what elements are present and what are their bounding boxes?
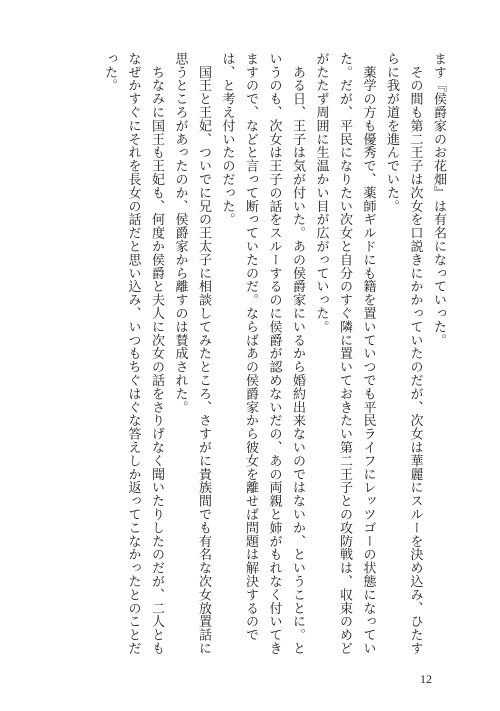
page-number: 12 xyxy=(420,672,432,686)
paragraph-3: 薬学の方も優秀で、薬師ギルドにも籍を置いていつでも平民ライフにレッツゴーの状態になっていた。だが、平民になりたい次女と自分のすぐ隣に置いておきたい第二王子との攻防戦は、収束のめどがたたず周囲に生温かい目が広がっていった。 xyxy=(313,52,376,655)
paragraph-4: ある日、王子は気が付いた。あの侯爵家にいるから婚約出来ないのではないか、ということに。というのも、次女は王子の話をスルーするのに侯爵が認めないだの、あの両親と姉がもれなく付いてきますので、などと言って断っていたのだ。ならばあの侯爵家から彼女を離せば問題は解決するのでは、と考え付いたのだった。 xyxy=(219,52,305,655)
paragraph-1: ます『侯爵家のお花畑』は有名になっていった。 xyxy=(431,52,446,347)
paragraph-2: その間も第二王子は次女を口説きにかかっていたのだが、次女は華麗にスルーを決め込み、ひたすらに我が道を進んでいた。 xyxy=(384,52,423,655)
vertical-text-body xyxy=(98,52,451,662)
paragraph-6: ちなみに国王も王妃も、何度か侯爵と夫人に次女の話をさりげなく聞いたりしたのだが、二人ともなぜかすぐにそれを長女の話だと思い込み、いつもちぐはぐな答えしか返ってこなかったとのことだった。 xyxy=(102,52,164,655)
paragraph-5: 国王と王妃、ついでに兄の王太子に相談してみたところ、さすがに貴族間でも有名な次女放置話に思うところがあったのか、侯爵家から離すのは賛成された。 xyxy=(172,52,211,655)
